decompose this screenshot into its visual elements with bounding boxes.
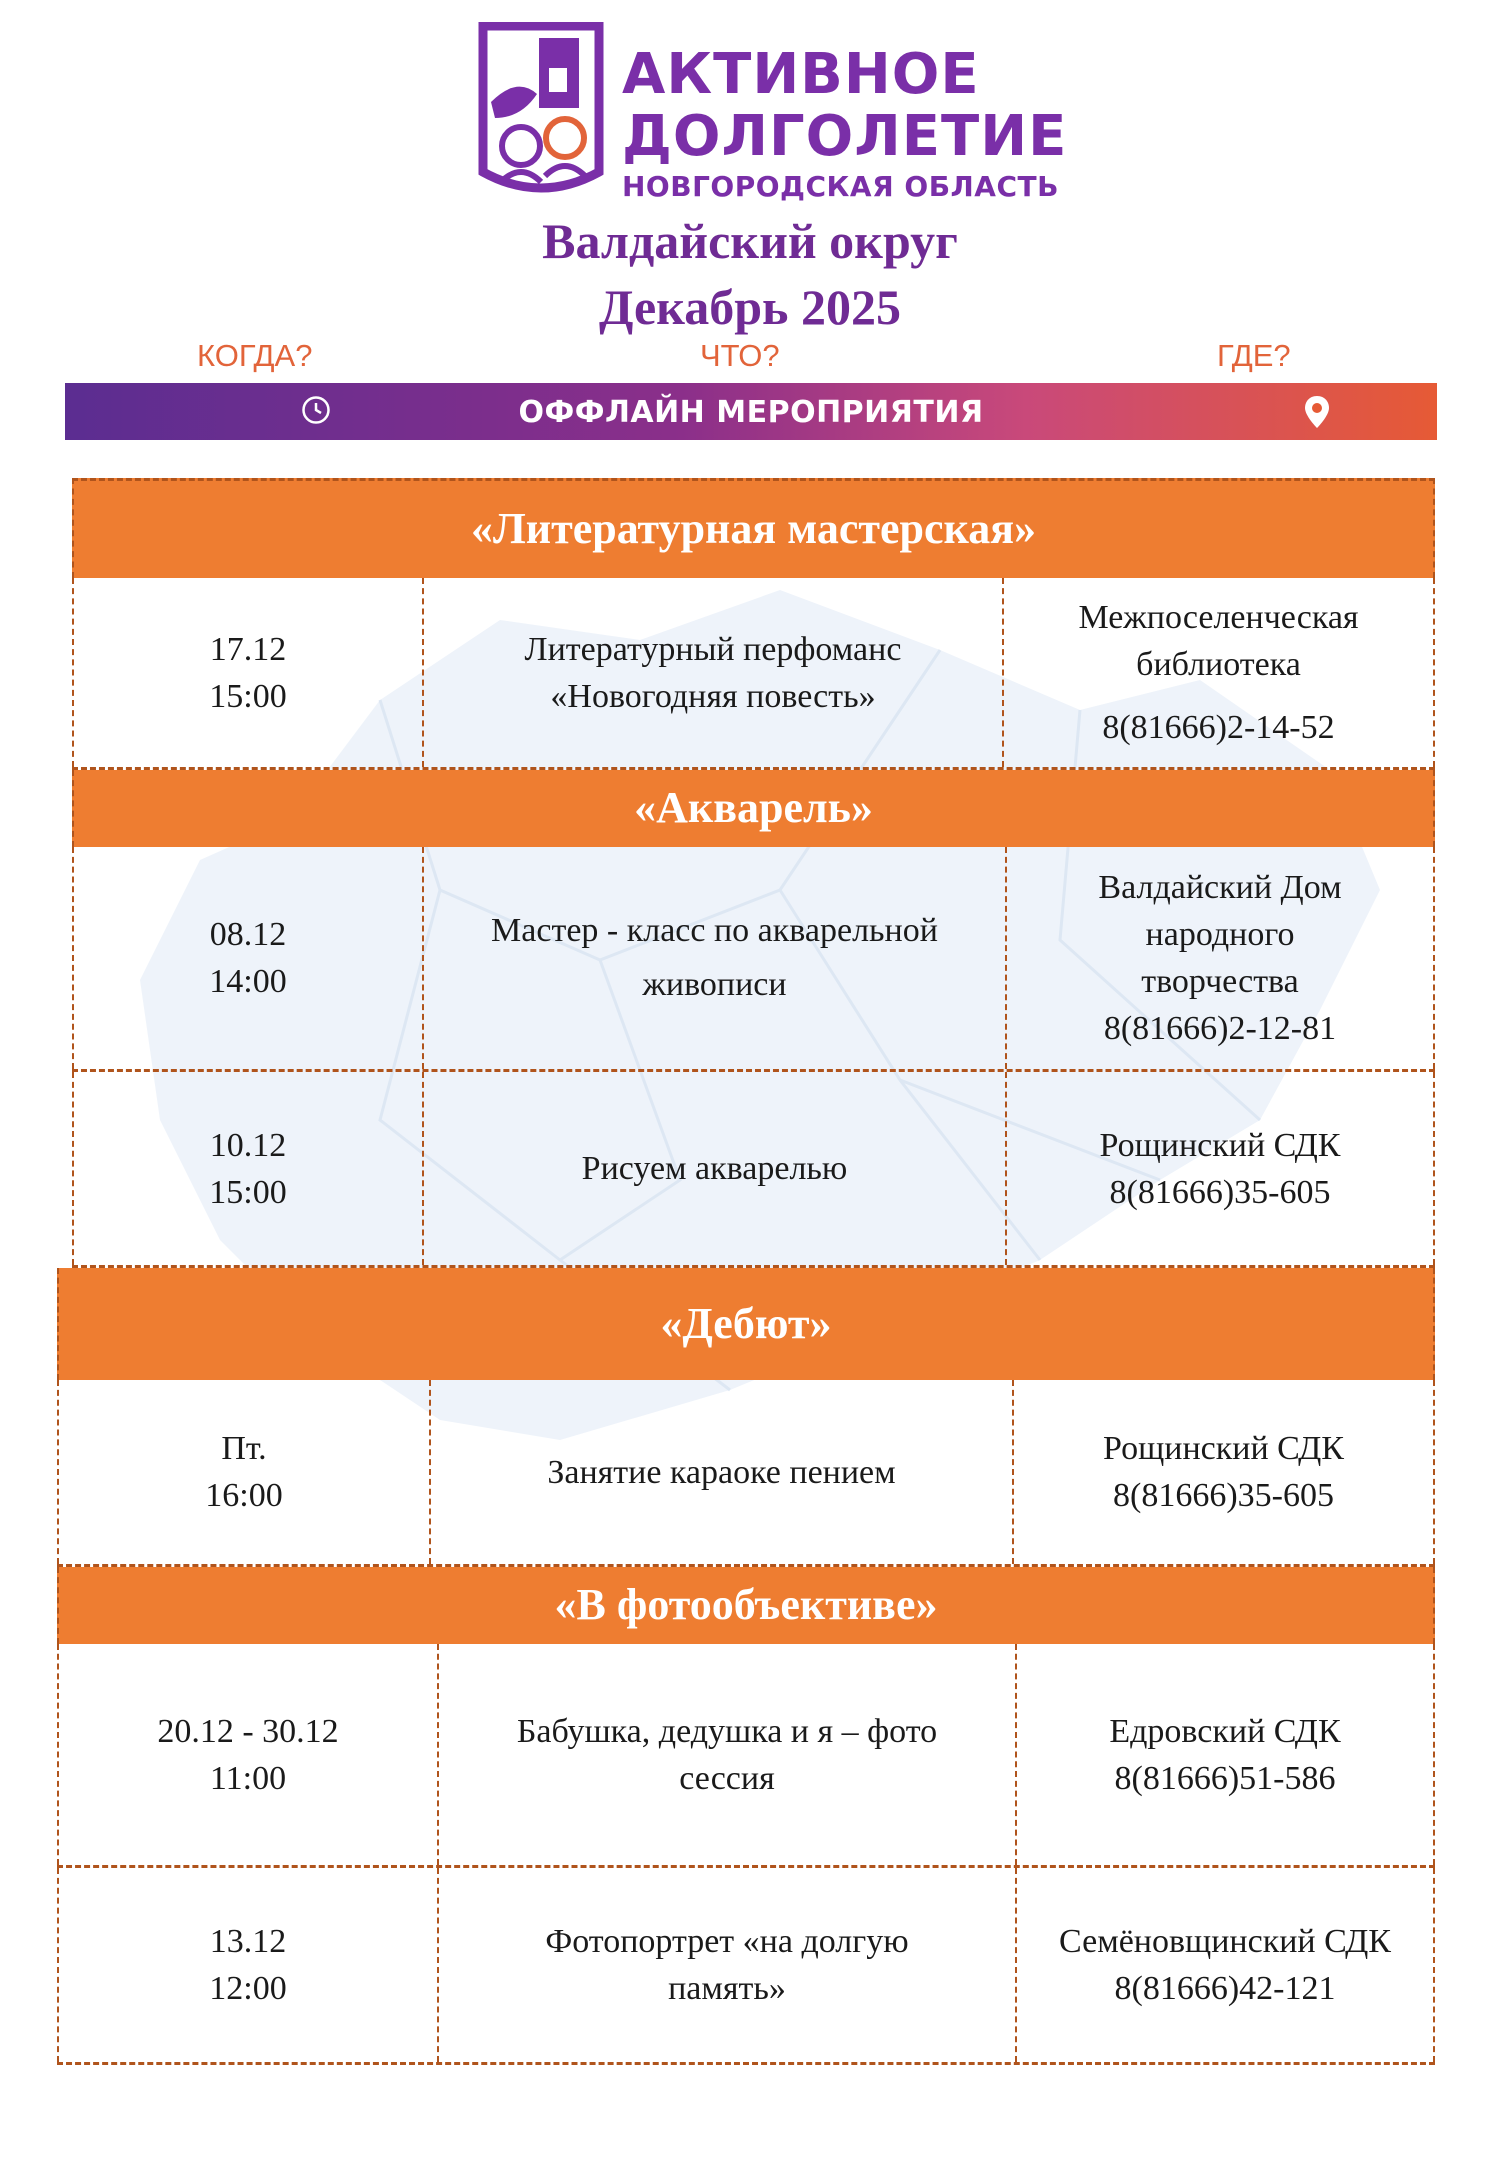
event-row [57, 1380, 1435, 1567]
section-title: «Литературная мастерская» [470, 504, 1037, 553]
section-header [72, 770, 1435, 847]
event-place: Рощинский СДК [1099, 1126, 1341, 1164]
event-place: Валдайский Дом народного творчества [1098, 869, 1342, 1000]
logo-line-3: НОВГОРОДСКАЯ ОБЛАСТЬ [622, 170, 1059, 203]
event-phone: 8(81666)2-12-81 [1103, 1010, 1337, 1047]
offline-events-banner [65, 383, 1437, 440]
event-time: 12:00 [209, 1970, 287, 2007]
section-header [72, 478, 1435, 578]
section-title: «Акварель» [634, 783, 873, 832]
event-time: 15:00 [209, 677, 287, 715]
location-pin-icon [1303, 394, 1331, 430]
event-phone: 8(81666)2-14-52 [1102, 709, 1335, 746]
event-date: 10.12 [209, 1126, 287, 1164]
page-title-district: Валдайский округ [542, 213, 958, 269]
event-date: 20.12 - 30.12 [157, 1712, 339, 1750]
event-time: 14:00 [209, 963, 287, 1000]
event-phone: 8(81666)51-586 [1114, 1759, 1336, 1797]
question-when: КОГДА? [197, 338, 313, 373]
logo-line-1: АКТИВНОЕ [622, 42, 980, 107]
event-date: Пт. [221, 1430, 267, 1467]
event-row [72, 847, 1435, 1072]
event-name: Фотопортрет «на долгую память» [545, 1923, 909, 2007]
event-name: Занятие караоке пением [547, 1453, 896, 1491]
logo-emblem-icon [477, 22, 607, 198]
page-title-month: Декабрь 2025 [598, 279, 901, 335]
event-phone: 8(81666)42-121 [1114, 1970, 1336, 2007]
event-place: Едровский СДК [1109, 1712, 1341, 1750]
event-name: Бабушка, дедушка и я – фото сессия [516, 1712, 938, 1797]
logo-line-2: ДОЛГОЛЕТИЕ [622, 104, 1068, 169]
event-name: Мастер - класс по акварельной живописи [491, 912, 938, 1003]
question-what: ЧТО? [700, 338, 780, 373]
section-title: «В фотообъективе» [554, 1580, 938, 1629]
event-row [57, 1644, 1435, 1868]
event-date: 08.12 [209, 916, 287, 953]
section-header [57, 1567, 1435, 1644]
event-time: 11:00 [209, 1759, 287, 1797]
event-name: Литературный перфоманс «Новогодняя повесть» [524, 630, 902, 715]
section-header [57, 1268, 1435, 1380]
event-time: 15:00 [209, 1173, 287, 1211]
question-where: ГДЕ? [1217, 338, 1291, 373]
event-row [72, 1072, 1435, 1268]
banner-label: ОФФЛАЙН МЕРОПРИЯТИЯ [518, 395, 984, 430]
event-row [57, 1868, 1435, 2065]
event-time: 16:00 [205, 1477, 283, 1514]
event-place: Рощинский СДК [1103, 1430, 1344, 1467]
event-date: 13.12 [209, 1923, 287, 1960]
event-row [72, 578, 1435, 770]
section-title: «Дебют» [660, 1299, 832, 1348]
event-phone: 8(81666)35-605 [1113, 1477, 1334, 1514]
logo [477, 22, 1068, 203]
event-date: 17.12 [209, 630, 287, 668]
event-place: Межпоселенческая библиотека [1078, 599, 1359, 683]
event-phone: 8(81666)35-605 [1109, 1173, 1331, 1211]
event-place: Семёновщинский СДК [1059, 1923, 1391, 1960]
event-name: Рисуем акварелью [581, 1150, 848, 1187]
